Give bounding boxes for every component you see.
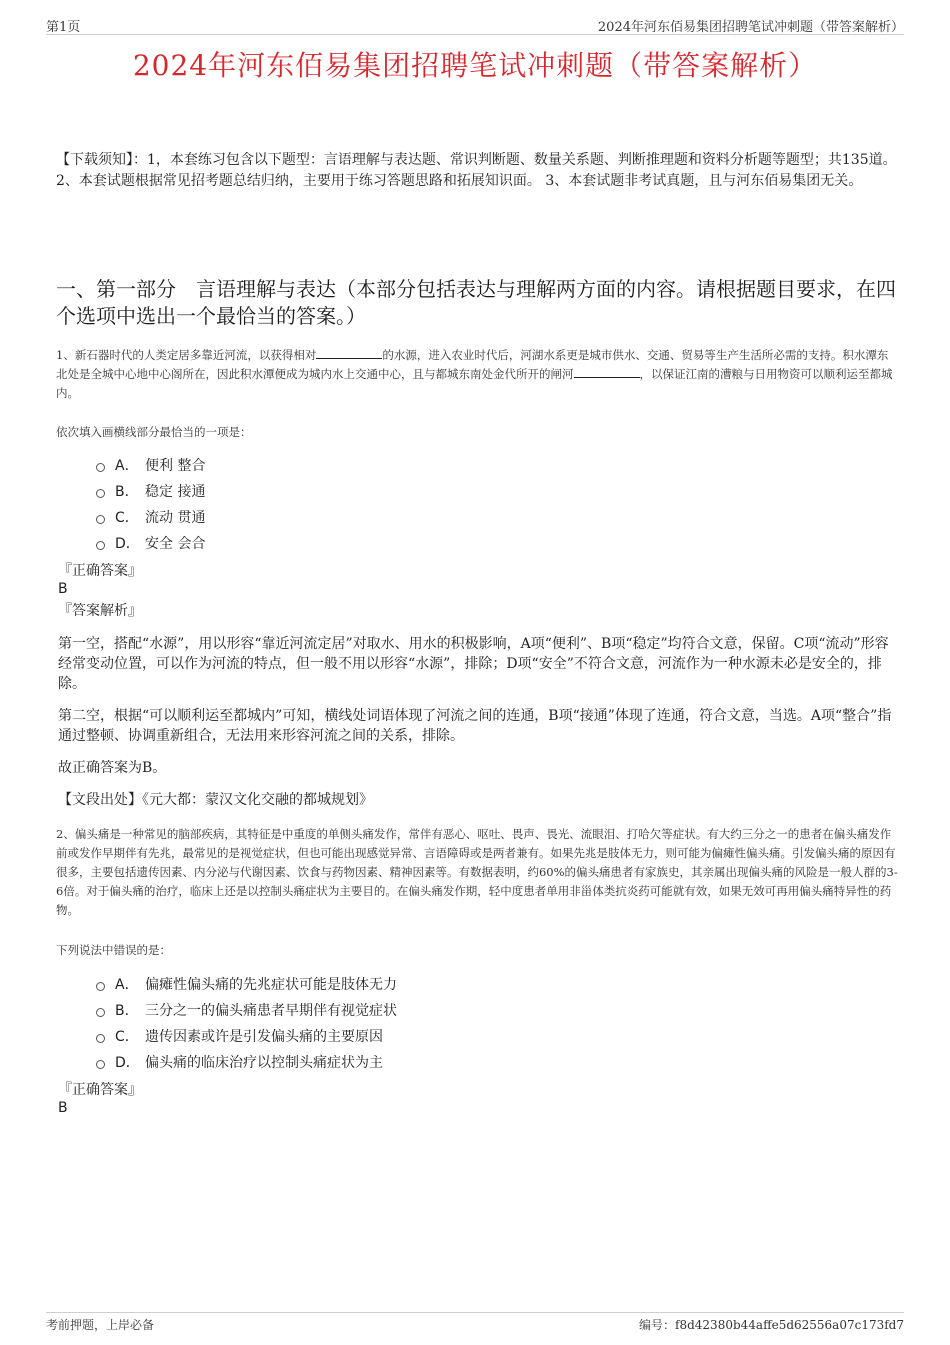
radio-circle-icon[interactable]: [96, 982, 105, 991]
footer-slogan: 考前押题，上岸必备: [46, 1318, 155, 1332]
question-1-text-part-b: 的水源，进入农业时代后，河湖水系更是城市供水、交通、贸易等生产生活所必需的支持。积水潭东北处是全城中心地中心阁所在，因此积水潭便成为城内水上交通中心，且与都城东南处金代所开的闸河: [56, 348, 889, 381]
q1-source: 【文段出处】《元大都：蒙汉文化交融的都城规划》: [58, 792, 373, 808]
radio-circle-icon[interactable]: [96, 515, 105, 524]
fill-blank-2: [574, 365, 640, 378]
question-1-prompt: 依次填入画横线部分最恰当的一项是：: [56, 425, 252, 439]
section-heading: 一、第一部分 言语理解与表达（本部分包括表达与理解两方面的内容。请根据题目要求，在四个选项中选出一个最恰当的答案。）: [56, 277, 896, 328]
q2-option-b[interactable]: B． 三分之一的偏头痛患者早期伴有视觉症状: [96, 997, 397, 1023]
radio-circle-icon[interactable]: [96, 1008, 105, 1017]
q2-option-d[interactable]: D． 偏头痛的临床治疗以控制头痛症状为主: [96, 1049, 397, 1075]
radio-circle-icon[interactable]: [96, 1060, 105, 1069]
q1-answer-label: 『正确答案』: [58, 563, 142, 579]
download-notice: 【下载须知】：1，本套练习包含以下题型：言语理解与表达题、常识判断题、数量关系题、判断推理题和资料分析题等题型；共135道。 2、本套试题根据常见招考题总结归纳，主要用于练习答题思路和拓展知识面。 3、本套试题非考试真题，且与河东佰易集团无关。: [56, 152, 897, 189]
page-header: [46, 14, 904, 35]
q1-analysis-para-2: 第二空，根据“可以顺利运至都城内”可知，横线处词语体现了河流之间的连通，B项“接通”体现了连通，符合文意，当选。A项“整合”指通过整顿、协调重新组合，无法用来形容河流之间的关系，排除。: [58, 708, 892, 744]
q2-answer-value: B: [58, 1100, 68, 1116]
radio-circle-icon[interactable]: [96, 541, 105, 550]
q1-conclusion: 故正确答案为B。: [58, 760, 167, 776]
question-2-prompt: 下列说法中错误的是：: [56, 943, 171, 957]
q1-option-d[interactable]: D． 安全 会合: [96, 530, 205, 556]
question-1-options: [96, 452, 205, 556]
q1-answer-value: B: [58, 581, 68, 597]
q2-answer-label: 『正确答案』: [58, 1082, 142, 1098]
q1-analysis-para-1: 第一空，搭配“水源”，用以形容“靠近河流定居”对取水、用水的积极影响，A项“便利”、B项“稳定”均符合文意，保留。C项“流动”形容经常变动位置，可以作为河流的特点，但一般不用以形容“水源”，排除；D项“安全”不符合文意，河流作为一种水源未必是安全的，排除。: [58, 636, 889, 692]
question-1-text-part-c: ，以保证江南的漕粮与日用物资可以顺利运至都城内。: [56, 367, 893, 400]
q1-analysis-label: 『答案解析』: [58, 603, 142, 619]
q2-option-a[interactable]: A． 偏瘫性偏头痛的先兆症状可能是肢体无力: [96, 971, 397, 997]
header-doc-name: 2024年河东佰易集团招聘笔试冲刺题（带答案解析）: [597, 20, 904, 35]
page-number: 第1页: [46, 20, 81, 35]
q1-option-a[interactable]: A． 便利 整合: [96, 452, 205, 478]
q1-option-c[interactable]: C． 流动 贯通: [96, 504, 205, 530]
document-title: 2024年河东佰易集团招聘笔试冲刺题（带答案解析）: [132, 49, 818, 82]
question-1-text-part-a: 1、新石器时代的人类定居多靠近河流，以获得相对: [56, 348, 317, 362]
radio-circle-icon[interactable]: [96, 463, 105, 472]
radio-circle-icon[interactable]: [96, 1034, 105, 1043]
question-1-text: [56, 346, 898, 403]
q2-option-c[interactable]: C． 遗传因素或许是引发偏头痛的主要原因: [96, 1023, 397, 1049]
footer-serial-number: 编号：f8d42380b44affe5d62556a07c173fd7: [639, 1318, 904, 1332]
q1-option-b[interactable]: B． 稳定 接通: [96, 478, 205, 504]
radio-circle-icon[interactable]: [96, 489, 105, 498]
question-2-text: 2、偏头痛是一种常见的脑部疾病，其特征是中重度的单侧头痛发作，常伴有恶心、呕吐、畏声、畏光、流眼泪、打哈欠等症状。有大约三分之一的患者在偏头痛发作前或发作早期伴有先兆，最常见的是视觉症状，但也可能出现感觉异常、言语障碍或是两者兼有。如果先兆是肢体无力，则可能为偏瘫性偏头痛。引发偏头痛的原因有很多，主要包括遗传因素、内分泌与代谢因素、饮食与药物因素、精神因素等。有数据表明，约60%的偏头痛患者有家族史，其亲属出现偏头痛的风险是一般人群的3-6倍。对于偏头痛的治疗，临床上还是以控制头痛症状为主要目的。在偏头痛发作期，轻中度患者单用非甾体类抗炎药可能就有效，如果无效可再用偏头痛特异性的药物。: [56, 827, 898, 917]
fill-blank-1: [316, 346, 382, 359]
page-footer: [46, 1312, 904, 1335]
question-2-options: [96, 971, 397, 1075]
